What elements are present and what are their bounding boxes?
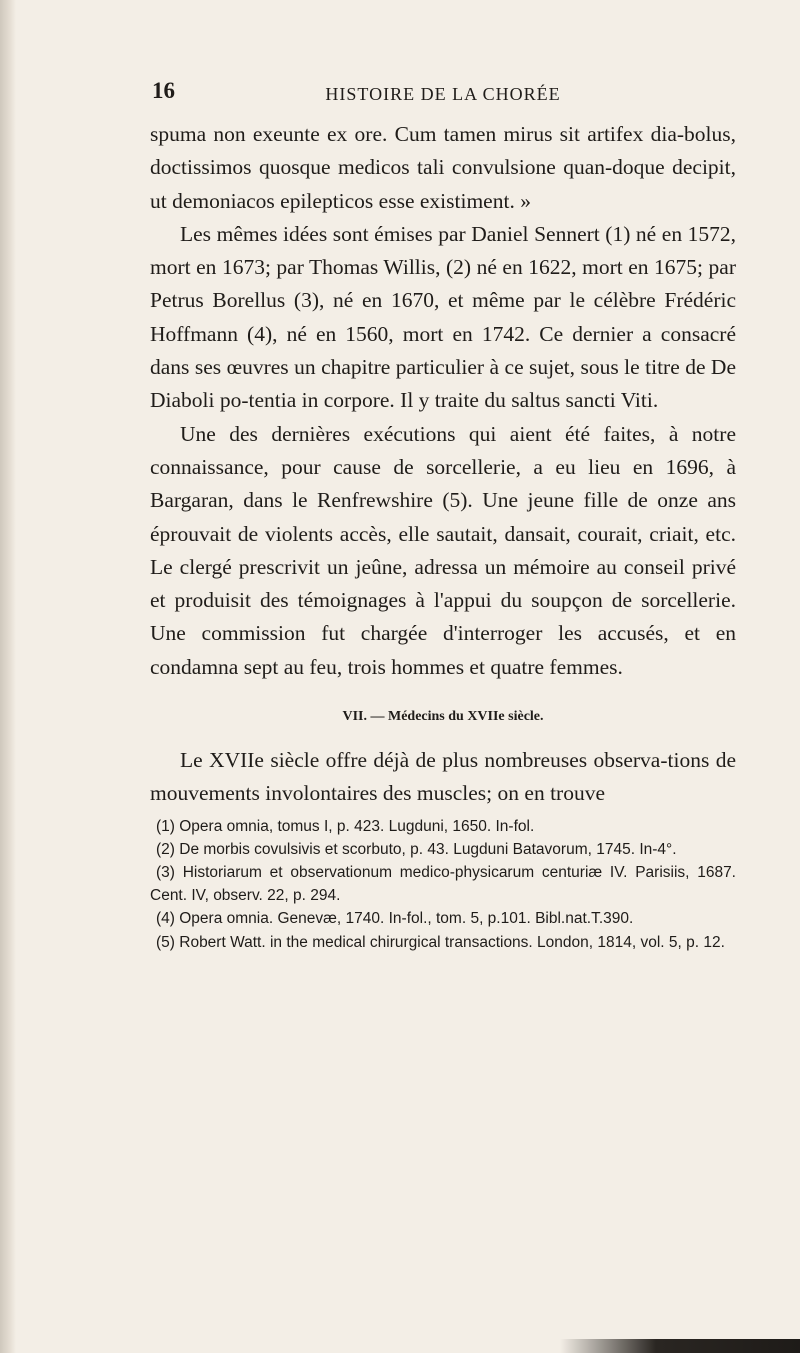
page-binding-shadow (0, 0, 16, 1353)
running-head: HISTOIRE DE LA CHORÉE (325, 84, 561, 104)
footnote-1: (1) Opera omnia, tomus I, p. 423. Lugduni, 1650. In-fol. (156, 817, 535, 835)
page-number: 16 (152, 78, 175, 103)
page-bottom-edge (560, 1339, 800, 1353)
footnote-5: (5) Robert Watt. in the medical chirurgical transactions. London, 1814, vol. 5, p. 12. (156, 933, 725, 951)
footnote-3: (3) Historiarum et observationum medico-physicarum centuriæ IV. Parisiis, 1687. Cent. IV, observ. 22, p. 294. (150, 864, 736, 905)
section-body (150, 744, 736, 811)
section-heading: VII. — Médecins du XVIIe siècle. (342, 709, 544, 725)
body-text (150, 118, 736, 684)
footnote-2: (2) De morbis covulsivis et scorbuto, p. 43. Lugduni Batavorum, 1745. In-4°. (156, 840, 677, 858)
paragraph-2: Les mêmes idées sont émises par Daniel Sennert (1) né en 1572, mort en 1673; par Thomas Willis, (2) né en 1622, mort en 1675; par Petrus Borellus (3), né en 1670, et même par le célèbre Frédéric Hoffmann (4), né en 1560, mort en 1742. Ce dernier a consacré dans ses œuvres un chapitre particulier à ce sujet, sous le titre de De Diaboli po-tentia in corpore. Il y traite du saltus sancti Viti. (150, 221, 736, 413)
section-paragraph: Le XVIIe siècle offre déjà de plus nombreuses observa-tions de mouvements involontaires des muscles; on en trouve (150, 748, 736, 806)
footnote-4: (4) Opera omnia. Genevæ, 1740. In-fol., tom. 5, p.101. Bibl.nat.T.390. (156, 910, 634, 928)
page-header (150, 78, 736, 118)
footnotes (150, 815, 736, 954)
paragraph-1: spuma non exeunte ex ore. Cum tamen mirus sit artifex dia-bolus, doctissimos quosque medicos tali convulsione quan-doque decipit, ut demoniacos epilepticos esse existiment. » (150, 122, 736, 213)
paragraph-3: Une des dernières exécutions qui aient été faites, à notre connaissance, pour cause de sorcellerie, a eu lieu en 1696, à Bargaran, dans le Renfrewshire (5). Une jeune fille de onze ans éprouvait de violents accès, elle sautait, dansait, courait, criait, etc. Le clergé prescrivit un jeûne, adressa un mémoire au conseil privé et produisit des témoignages à l'appui du soupçon de sorcellerie. Une commission fut chargée d'interroger les accusés, et en condamna sept au feu, trois hommes et quatre femmes. (150, 421, 736, 679)
book-page (150, 78, 736, 954)
